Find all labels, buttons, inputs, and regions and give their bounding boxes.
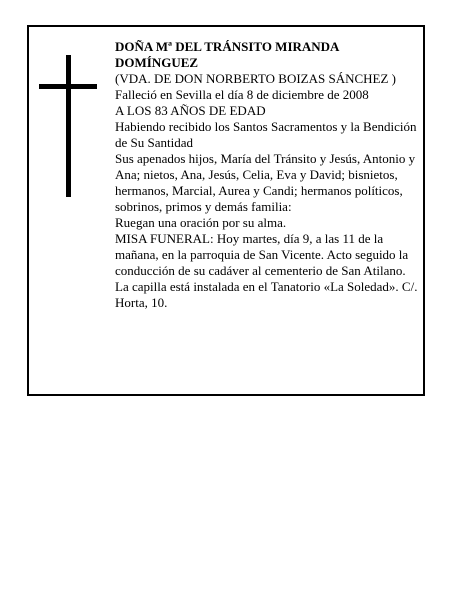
cross-vertical-bar bbox=[66, 55, 71, 197]
cross-horizontal-bar bbox=[39, 84, 97, 89]
sacraments-line: Habiendo recibido los Santos Sacramentos y la Bendición de Su Santidad bbox=[115, 119, 417, 150]
deceased-name: DOÑA Mª DEL TRÁNSITO MIRANDA DOMÍNGUEZ bbox=[115, 39, 339, 70]
death-line: Falleció en Sevilla el día 8 de diciembre de 2008 bbox=[115, 87, 369, 102]
family-paragraph: Sus apenados hijos, María del Tránsito y Jesús, Antonio y Ana; nietos, Ana, Jesús, Celia, Eva y David; bisnietos, hermanos, Marcial, Aurea y Candi; hermanos políticos, sobrinos, primos y demás familia: bbox=[115, 151, 416, 214]
obituary-notice bbox=[27, 25, 425, 396]
chapel-paragraph: La capilla está instalada en el Tanatorio «La Soledad». C/. Horta, 10. bbox=[115, 279, 418, 310]
notice-text bbox=[115, 39, 423, 311]
cross-icon bbox=[39, 55, 97, 197]
age-line: A LOS 83 AÑOS DE EDAD bbox=[115, 103, 266, 118]
widow-of-line: (VDA. DE DON NORBERTO BOIZAS SÁNCHEZ ) bbox=[115, 71, 397, 86]
prayer-line: Ruegan una oración por su alma. bbox=[115, 215, 287, 230]
funeral-paragraph: MISA FUNERAL: Hoy martes, día 9, a las 11 de la mañana, en la parroquia de San Vicente. Acto seguido la conducción de su cadáver al cementerio de San Atilano. bbox=[115, 231, 409, 278]
